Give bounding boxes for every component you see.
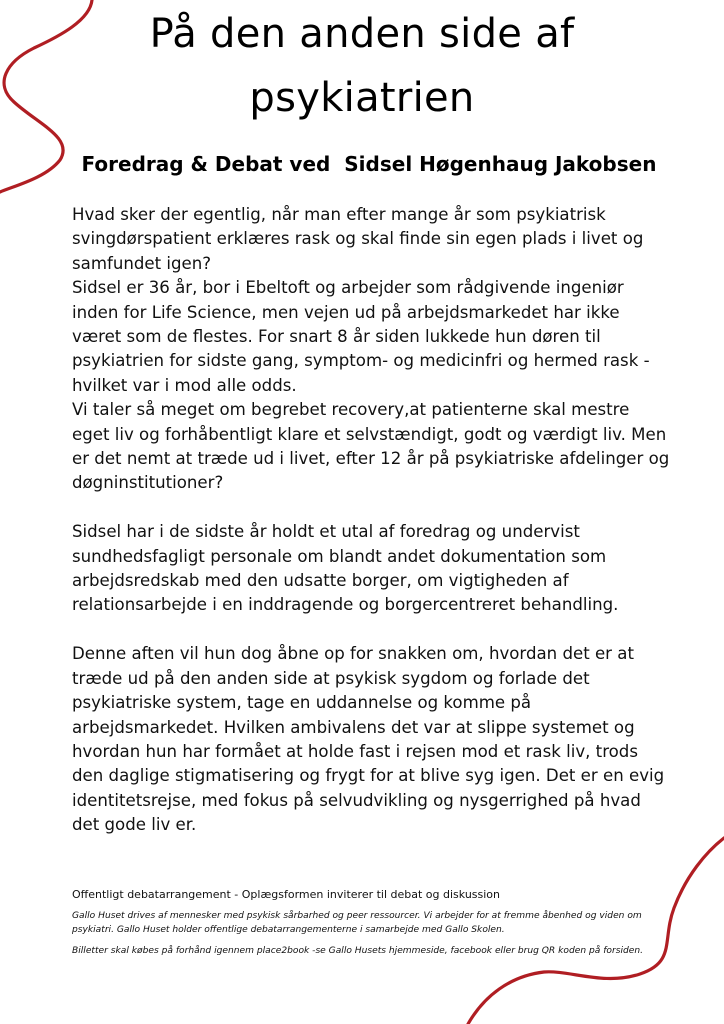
page-title-line-2: psykiatrien xyxy=(249,75,475,121)
paragraph-speaker-bio: Sidsel er 36 år, bor i Ebeltoft og arbejder som rådgivende ingeniør inden for Life Science, men vejen ud på arbejdsmarkedet har ikke været som de flestes. For snart 8 år siden lukkede hun døren til psykiatrien for sidste gang, symptom- og medicinfri og hermed rask - hvilket var i mod alle odds. xyxy=(72,278,650,395)
footer-event-type: Offentligt debatarrangement - Oplægsformen inviterer til debat og diskussion xyxy=(72,888,501,901)
article-body xyxy=(72,203,672,838)
footer-organizer-note: Gallo Huset drives af mennesker med psykisk sårbarhed og peer ressourcer. Vi arbejder for at fremme åbenhed og viden om psykiatri. Gallo Huset holder offentlige debatarrangementerne i samarbejde med Gallo Skolen. xyxy=(72,911,642,935)
footer xyxy=(72,887,672,958)
page-title-line-1: På den anden side af xyxy=(149,11,575,57)
footer-ticket-note: Billetter skal købes på forhånd igennem place2book -se Gallo Husets hjemmeside, facebook eller brug QR koden på forsiden. xyxy=(72,946,644,956)
page-subtitle: Foredrag & Debat ved Sidsel Høgenhaug Jakobsen xyxy=(81,152,657,176)
paragraph-lectures: Sidsel har i de sidste år holdt et utal af foredrag og undervist sundhedsfagligt personale om blandt andet dokumentation som arbejdsredskab med den udsatte borger, om vigtigheden af relationsarbejde i en inddragende og borgercentreret behandling. xyxy=(72,522,619,615)
paragraph-intro-question: Hvad sker der egentlig, når man efter mange år som psykiatrisk svingdørspatient erklæres rask og skal finde sin egen plads i livet og samfundet igen? xyxy=(72,205,644,273)
paragraph-evening-topic: Denne aften vil hun dog åbne op for snakken om, hvordan det er at træde ud på den anden side at psykisk sygdom og forlade det psykiatriske system, tage en uddannelse og komme på arbejdsmarkedet. Hvilken ambivalens det var at slippe systemet og hvordan hun har formået at holde fast i rejsen mod et rask liv, trods den daglige stigmatisering og frygt for at blive syg igen. Det er en evig identitetsrejse, med fokus på selvudvikling og nysgerrighed på hvad det gode liv er. xyxy=(72,644,665,835)
page-title xyxy=(0,2,724,130)
paragraph-recovery: Vi taler så meget om begrebet recovery,at patienterne skal mestre eget liv og forhåbentligt klare et selvstændigt, godt og værdigt liv. Men er det nemt at træde ud i livet, efter 12 år på psykiatriske afdelinger og døgninstitutioner? xyxy=(72,400,670,493)
